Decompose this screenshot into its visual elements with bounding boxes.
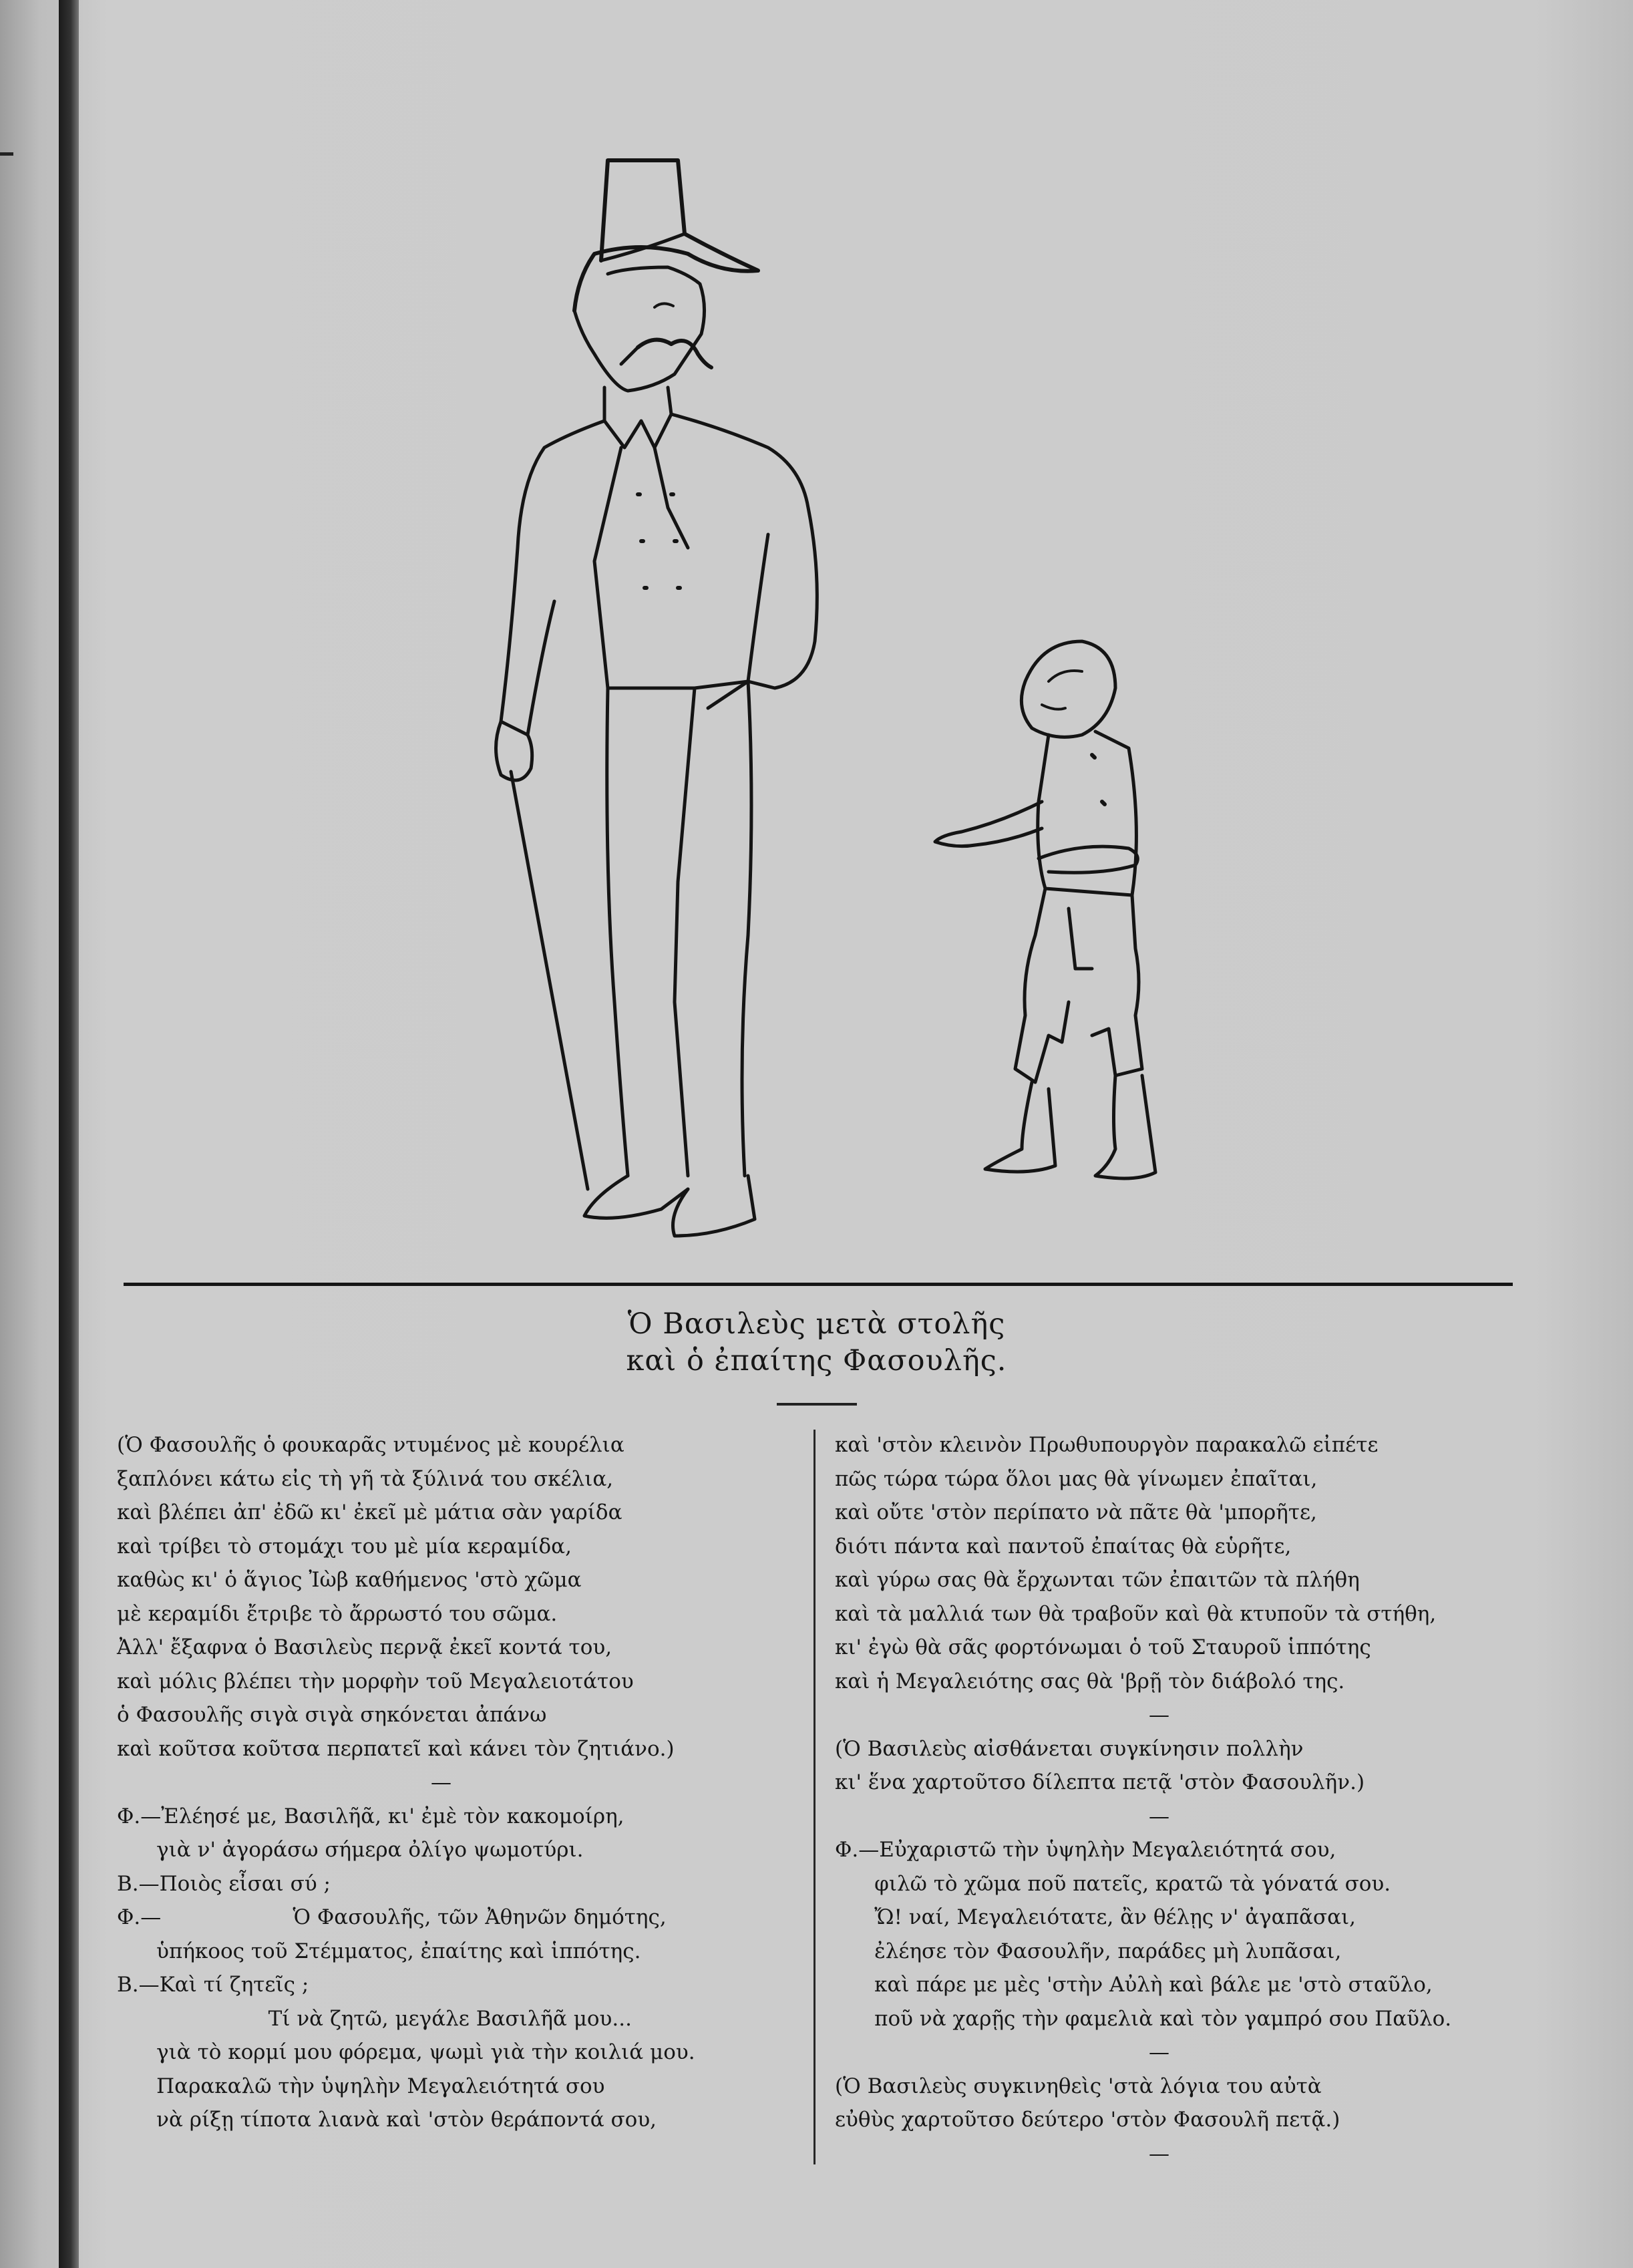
binding-edge	[59, 0, 79, 2268]
verse-line: φιλῶ τὸ χῶμα ποῦ πατεῖς, κρατῶ τὰ γόνατά σου.	[835, 1871, 1391, 1896]
verse-line: Β.—Καὶ τί ζητεῖς ;	[117, 1973, 309, 1997]
right-column-text	[835, 1428, 1451, 2170]
verse-line: Φ.—Εὐχαριστῶ τὴν ὑψηλὴν Μεγαλειότητά σου,	[835, 1838, 1336, 1862]
king-figure	[496, 160, 818, 1236]
left-column-text	[117, 1428, 695, 2137]
verse-line: καὶ τὰ μαλλιά των θὰ τραβοῦν καὶ θὰ κτυποῦν τὰ στήθη,	[835, 1601, 1437, 1626]
verse-line: καὶ βλέπει ἀπ' ἐδῶ κι' ἐκεῖ μὲ μάτια σὰν γαρίδα	[117, 1500, 622, 1524]
verse-line: Ὤ! ναί, Μεγαλειότατε, ἂν θέλῃς ν' ἀγαπᾶσαι,	[835, 1905, 1356, 1929]
verse-line: καθὼς κι' ὁ ἅγιος Ἰὼβ καθήμενος 'στὸ χῶμα	[117, 1568, 582, 1592]
verse-line: (Ὁ Βασιλεὺς αἰσθάνεται συγκίνησιν πολλὴν	[835, 1736, 1304, 1761]
beggar-figure	[935, 641, 1155, 1178]
caption-rule	[124, 1283, 1513, 1286]
verse-line: ὑπήκοος τοῦ Στέμματος, ἐπαίτης καὶ ἱππότης.	[117, 1939, 641, 1963]
verse-line: Β.—Ποιὸς εἶσαι σύ ;	[117, 1871, 331, 1896]
caption-dash	[777, 1403, 857, 1406]
verse-line: καὶ οὔτε 'στὸν περίπατο νὰ πᾶτε θὰ 'μπορῆτε,	[835, 1500, 1317, 1524]
verse-line: Ἀλλ' ἔξαφνα ὁ Βασιλεὺς περνᾷ ἐκεῖ κοντά του,	[117, 1635, 612, 1659]
verse-line: κι' ἕνα χαρτοῦτσο δίλεπτα πετᾷ 'στὸν Φασουλῆν.)	[835, 1770, 1365, 1794]
section-dash: —	[1149, 1804, 1169, 1828]
verse-line: εὐθὺς χαρτοῦτσο δεύτερο 'στὸν Φασουλῆ πετᾷ.)	[835, 2108, 1340, 2132]
verse-line: γιὰ ν' ἀγοράσω σήμερα ὀλίγο ψωμοτύρι.	[117, 1838, 584, 1862]
verse-line: καὶ 'στὸν κλεινὸν Πρωθυπουργὸν παρακαλῶ εἰπέτε	[835, 1433, 1379, 1457]
section-dash: —	[1149, 2141, 1169, 2166]
section-dash: —	[1149, 1703, 1169, 1727]
verse-line: μὲ κεραμίδι ἔτριβε τὸ ἄρρωστό του σῶμα.	[117, 1601, 558, 1626]
section-dash: —	[1149, 2040, 1169, 2064]
verse-line: ξαπλόνει κάτω εἰς τὴ γῆ τὰ ξύλινά του σκέλια,	[117, 1466, 614, 1491]
verse-line: (Ὁ Βασιλεὺς συγκινηθεὶς 'στὰ λόγια του αὐτὰ	[835, 2074, 1322, 2098]
verse-line: γιὰ τὸ κορμί μου φόρεμα, ψωμὶ γιὰ τὴν κοιλιά μου.	[117, 2040, 695, 2064]
verse-line: Φ.— Ὁ Φασουλῆς, τῶν Ἀθηνῶν δημότης,	[117, 1905, 667, 1929]
verse-line: πῶς τώρα τώρα ὅλοι μας θὰ γίνωμεν ἐπαῖται,	[835, 1466, 1318, 1491]
verse-line: καὶ γύρω σας θὰ ἔρχωνται τῶν ἐπαιτῶν τὰ πλήθη	[835, 1568, 1360, 1592]
verse-line: καὶ μόλις βλέπει τὴν μορφὴν τοῦ Μεγαλειοτάτου	[117, 1669, 634, 1693]
verse-line: (Ὁ Φασουλῆς ὁ φουκαρᾶς ντυμένος μὲ κουρέλια	[117, 1433, 624, 1457]
edge-mark	[0, 152, 13, 156]
verse-line: Τί νὰ ζητῶ, μεγάλε Βασιλῆᾶ μου...	[117, 2006, 632, 2031]
caption-title-line-1: Ὁ Βασιλεὺς μετὰ στολῆς	[627, 1307, 1006, 1341]
verse-line: νὰ ρίξῃ τίποτα λιανὰ καὶ 'στὸν θεράποντά σου,	[117, 2108, 657, 2132]
verse-line: Φ.—Ἐλέησέ με, Βασιλῆᾶ, κι' ἐμὲ τὸν κακομοίρη,	[117, 1804, 624, 1828]
section-dash: —	[431, 1770, 451, 1794]
column-divider	[813, 1430, 815, 2164]
cartoon-illustration	[374, 134, 1309, 1256]
verse-line: καὶ τρίβει τὸ στομάχι του μὲ μία κεραμίδα,	[117, 1534, 572, 1559]
verse-line: καὶ ἡ Μεγαλειότης σας θὰ 'βρῇ τὸν διάβολό της.	[835, 1669, 1345, 1693]
verse-line: ποῦ νὰ χαρῇς τὴν φαμελιὰ καὶ τὸν γαμπρό σου Παῦλο.	[835, 2006, 1452, 2031]
verse-line: διότι πάντα καὶ παντοῦ ἐπαίτας θὰ εὑρῆτε,	[835, 1534, 1292, 1559]
verse-line: καὶ κοῦτσα κοῦτσα περπατεῖ καὶ κάνει τὸν ζητιάνο.)	[117, 1736, 675, 1761]
verse-line: Παρακαλῶ τὴν ὑψηλὴν Μεγαλειότητά σου	[117, 2074, 605, 2098]
verse-line: καὶ πάρε με μὲς 'στὴν Αὐλὴ καὶ βάλε με 'στὸ σταῦλο,	[835, 1973, 1433, 1997]
verse-line: κι' ἐγὼ θὰ σᾶς φορτόνωμαι ὁ τοῦ Σταυροῦ ἱππότης	[835, 1635, 1371, 1659]
verse-line: ὁ Φασουλῆς σιγὰ σιγὰ σηκόνεται ἀπάνω	[117, 1703, 547, 1727]
caption-title-line-2: καὶ ὁ ἐπαίτης Φασουλῆς.	[626, 1344, 1007, 1378]
verse-line: ἐλέησε τὸν Φασουλῆν, παράδες μὴ λυπᾶσαι,	[835, 1939, 1342, 1963]
